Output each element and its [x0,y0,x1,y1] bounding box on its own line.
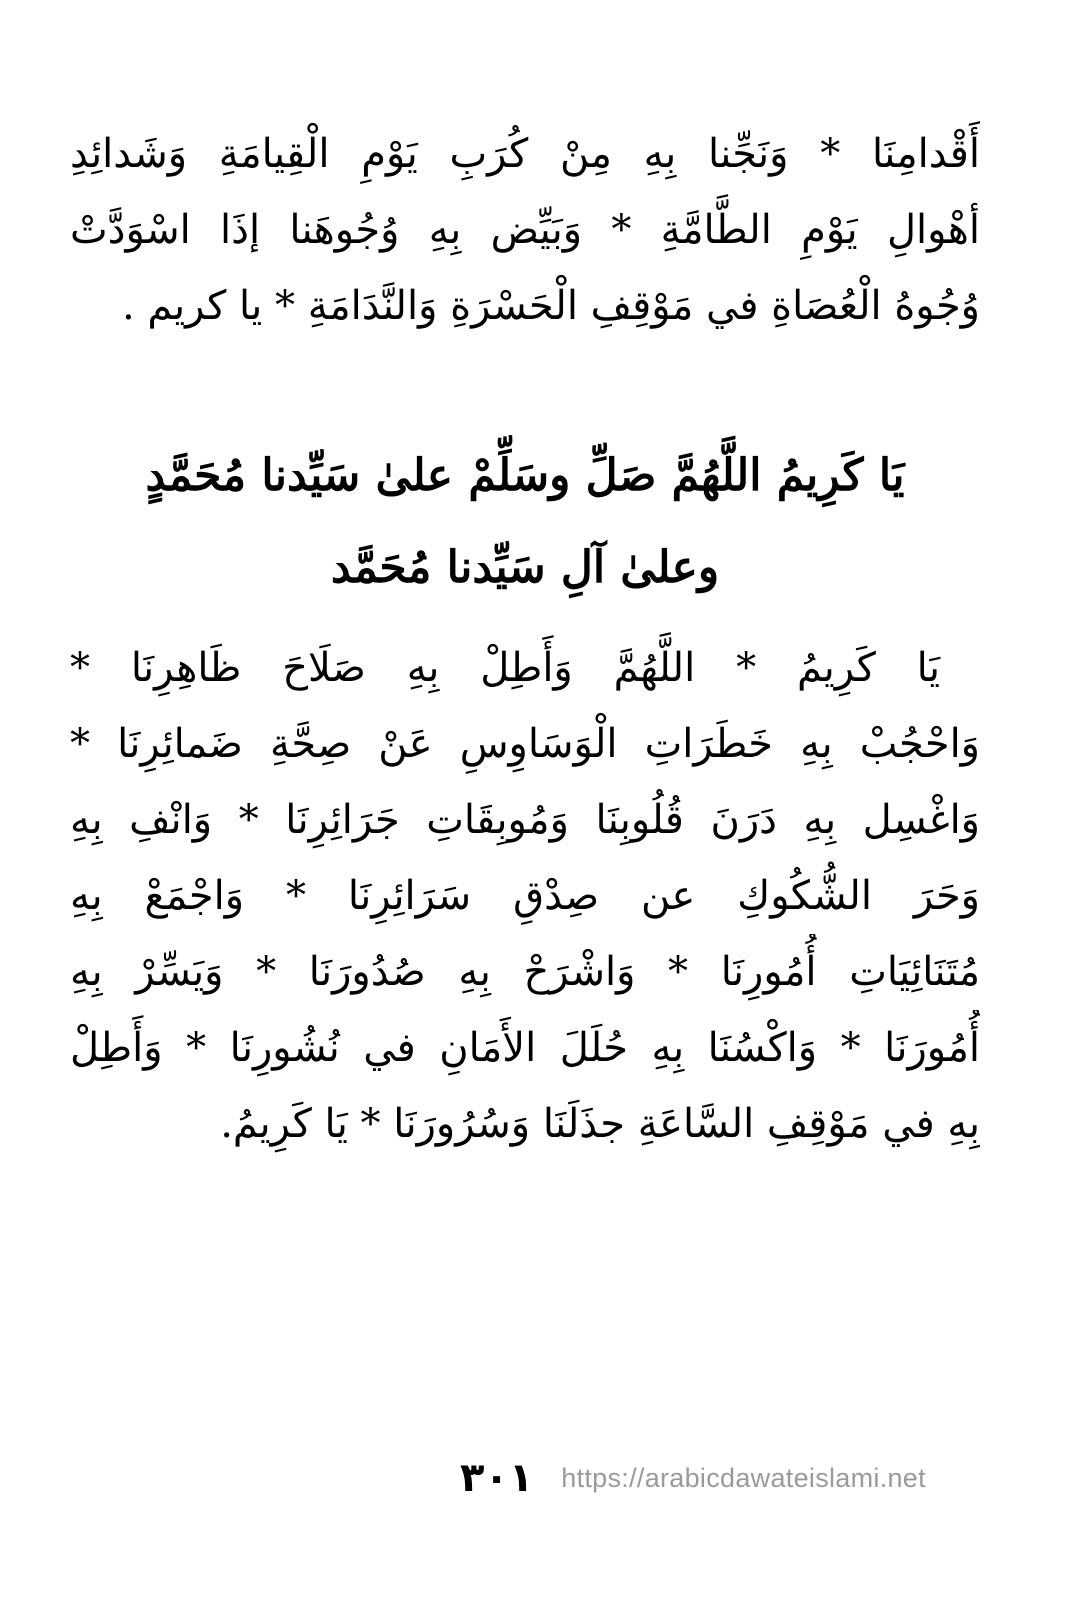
page-number: ٣٠١ [460,1455,534,1501]
intro-paragraph [70,116,980,344]
section-heading [70,430,980,614]
text-line: أهْوالِ يَوْمِ الطَّامَّةِ * وَبَيِّض بِهِ وُجُوهَنا إذَا اسْوَدَّتْ [70,207,980,253]
heading-line: وعلىٰ آلِ سَيِّدنا مُحَمَّد [330,542,720,593]
text-line: وَاغْسِل بِهِ دَرَنَ قُلُوبِنَا وَمُوبِقَاتِ جَرَائِرِنَا * وَانْفِ بِهِ [70,797,980,843]
text-line: أَقْدامِنَا * وَنَجِّنا بِهِ مِنْ كُرَبِ يَوْمِ الْقِيامَةِ وَشَدائِدِ [70,131,980,177]
text-line: يَا كَرِيمُ * اللَّهُمَّ وَأَطِلْ بِهِ صَلَاحَ ظَاهِرِنَا * [70,645,940,691]
text-line: أُمُورَنَا * وَاكْسُنَا بِهِ حُلَلَ الأَمَانِ في نُشُورِنَا * وَأَطِلْ [70,1025,980,1071]
text-line: بِهِ في مَوْقِفِ السَّاعَةِ جذَلَنَا وَسُرُورَنَا * يَا كَرِيمُ. [220,1101,980,1147]
heading-line: يَا كَرِيمُ اللَّهُمَّ صَلِّ وسَلِّمْ علىٰ سَيِّدنا مُحَمَّدٍ [145,450,905,501]
text-line: وَاحْجُبْ بِهِ خَطَرَاتِ الْوَسَاوِسِ عَنْ صِحَّةِ ضَمائِرِنَا * [70,721,980,767]
text-line: وُجُوهُ الْعُصَاةِ في مَوْقِفِ الْحَسْرَةِ وَالنَّدَامَةِ * يا كريم . [121,283,980,329]
text-line: مُتَنَائِيَاتِ أُمُورِنَا * وَاشْرَحْ بِهِ صُدُورَنَا * وَيَسِّرْ بِهِ [70,949,980,995]
page-footer [460,1450,926,1506]
body-paragraph [70,630,980,1162]
watermark-url: https://arabicdawateislami.net [561,1462,926,1493]
text-line: وَحَرَ الشُّكُوكِ عن صِدْقِ سَرَائِرِنَا * وَاجْمَعْ بِهِ [70,873,980,919]
